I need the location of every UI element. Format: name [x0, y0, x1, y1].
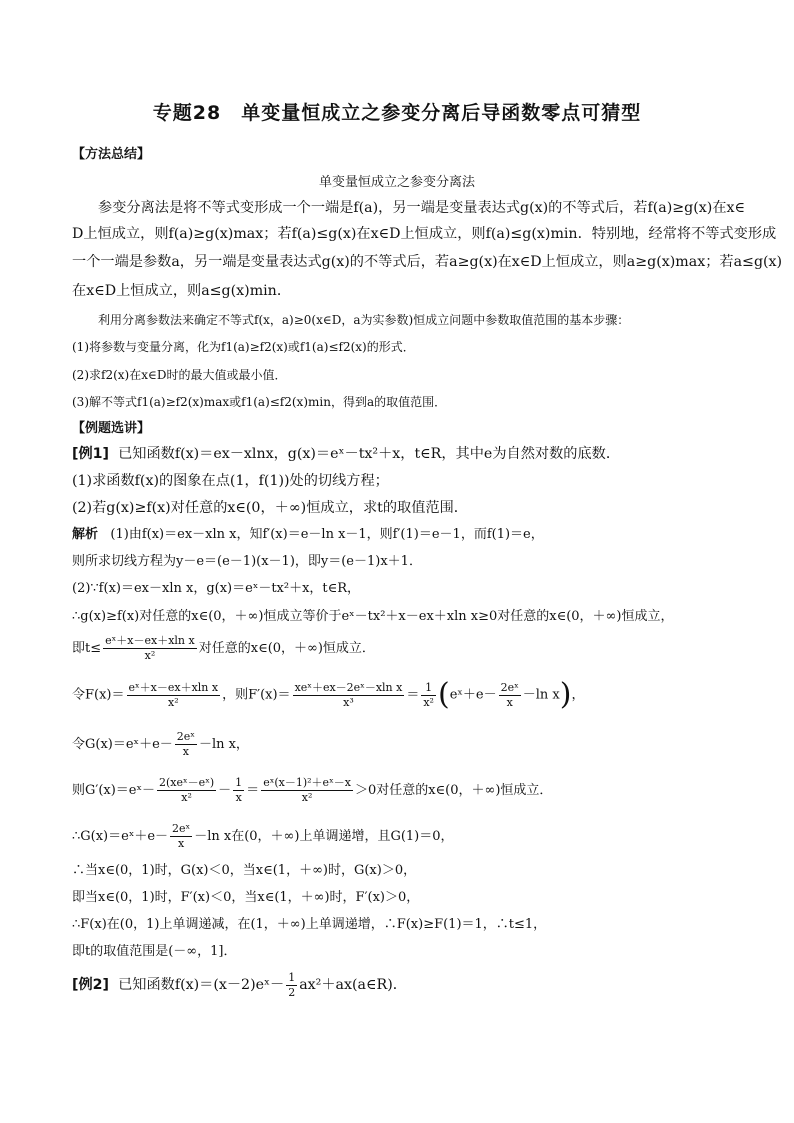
fraction: $\frac{1}{\text{x²}}$	[423, 680, 434, 709]
method-heading: 【方法总结】	[72, 147, 151, 162]
solution-line-12: ∴F(x)在(0，1)上单调递减，在(1，＋∞)上单调递增，∴F(x)≥F(1)＝1，∴t≤1，	[72, 917, 547, 932]
fraction: $\frac{1}{x}$	[235, 776, 243, 804]
solution-line-6: 令F(x)＝ $\frac{\text{eˣ＋x－ex＋xln x}}{\text{x²}}$ ，则F′(x)＝ xeˣ＋ex－2eˣ－xln x x³ ＝ $\frac{1}{\text{x²}}$ (eˣ＋e－ $\frac{\text{2eˣ}}{x}$ －ln x)，	[72, 677, 585, 712]
method-paragraph-line-4: 在x∈D上恒成立，则a≤g(x)min．	[72, 283, 292, 299]
solution-line-8: 则G′(x)＝eˣ－ 2(xeˣ－eˣ) x² － $\frac{1}{x}$ ＝ $\frac{\text{eˣ(x－1)²＋eˣ－x}}{\text{x²}}$ ＞0对任意的x∈(0，＋∞)恒成立．	[72, 776, 553, 804]
solution-line-5: 即t≤ $\frac{\text{eˣ＋x－ex＋xln x}}{\text{x²}}$ 对任意的x∈(0，＋∞)恒成立．	[72, 634, 375, 662]
solution-line-11: 即当x∈(0，1)时，F′(x)＜0，当x∈(1，＋∞)时，F′(x)＞0，	[72, 890, 420, 905]
solution-line-3: (2)∵f(x)＝ex－xln x，g(x)＝eˣ－tx²＋x，t∈R，	[72, 581, 361, 596]
solution-line-10: ∴当x∈(0，1)时，G(x)＜0，当x∈(1，＋∞)时，G(x)＞0，	[72, 863, 417, 878]
example-1-text: 已知函数f(x)＝ex－xlnx，g(x)＝eˣ－tx²＋x，t∈R，其中e为自然对数的底数．	[118, 446, 621, 462]
example-2-statement: [例2] 已知函数f(x)＝(x－2)eˣ－ $\frac{1}{2}$ ax²＋ax(a∈R)．	[72, 970, 407, 999]
fraction: $\frac{1}{2}$	[288, 970, 296, 999]
example-1-question-2: (2)若g(x)≥f(x)对任意的x∈(0，＋∞)恒成立，求t的取值范围．	[72, 500, 468, 516]
method-paragraph-line-3: 一个一端是参数a，另一端是变量表达式g(x)的不等式后，若a≥g(x)在x∈D上恒成立，则a≥g(x)max；若a≤g(x)	[72, 254, 783, 270]
method-subheading: 单变量恒成立之参变分离法	[318, 175, 475, 190]
fraction: xeˣ＋ex－2eˣ－xln x x³	[294, 680, 403, 709]
example-1-label: [例1]	[72, 446, 110, 462]
solution-line-7: 令G(x)＝eˣ＋e－ $\frac{\text{2eˣ}}{x}$ －ln x，	[72, 730, 249, 758]
fraction: $\frac{\text{2eˣ}}{x}$	[172, 822, 191, 850]
page-title: 专题28 单变量恒成立之参变分离后导函数零点可猜型	[152, 102, 642, 124]
steps-intro: 利用分离参数法来确定不等式f(x，a)≥0(x∈D，a为实参数)恒成立问题中参数取值范围的基本步骤：	[98, 313, 630, 327]
example-1-question-1: (1)求函数f(x)的图象在点(1，f(1))处的切线方程；	[72, 473, 389, 489]
solution-line-4: ∴g(x)≥f(x)对任意的x∈(0，＋∞)恒成立等价于eˣ－tx²＋x－ex＋xln x≥0对任意的x∈(0，＋∞)恒成立，	[72, 609, 674, 624]
method-paragraph-line-2: D上恒成立，则f(a)≥g(x)max；若f(a)≤g(x)在x∈D上恒成立，则f(a)≤g(x)min．特别地，经常将不等式变形成	[72, 226, 777, 242]
solution-line-13: 即t的取值范围是(－∞，1]．	[72, 944, 237, 959]
examples-heading: 【例题选讲】	[72, 421, 151, 436]
solution-line-9: ∴G(x)＝eˣ＋e－ $\frac{\text{2eˣ}}{x}$ －ln x在(0，＋∞)上单调递增，且G(1)＝0，	[72, 822, 454, 850]
step-3: (3)解不等式f1(a)≥f2(x)max或f1(a)≤f2(x)min，得到a的取值范围．	[72, 395, 447, 409]
example-1-statement	[72, 445, 734, 463]
fraction: 2(xeˣ－eˣ) x²	[159, 776, 215, 804]
fraction: $\frac{\text{eˣ＋x－ex＋xln x}}{\text{x²}}$	[105, 634, 195, 662]
fraction: $\frac{\text{eˣ(x－1)²＋eˣ－x}}{\text{x²}}$	[263, 776, 351, 804]
solution-line-2: 则所求切线方程为y－e＝(e－1)(x－1)，即y＝(e－1)x＋1．	[72, 554, 422, 569]
step-2: (2)求f2(x)在x∈D时的最大值或最小值．	[72, 368, 287, 382]
method-paragraph-line-1: 参变分离法是将不等式变形成一个一端是f(a)，另一端是变量表达式g(x)的不等式后，若f(a)≥g(x)在x∈	[98, 200, 746, 216]
example-2-label: [例2]	[72, 977, 110, 993]
solution-text-1: (1)由f(x)＝ex－xln x，知f′(x)＝e－ln x－1，则f′(1)＝e－1，而f(1)＝e，	[110, 527, 544, 542]
solution-line-1	[72, 526, 734, 544]
fraction: $\frac{\text{2eˣ}}{x}$	[176, 730, 195, 758]
fraction: $\frac{\text{2eˣ}}{x}$	[500, 680, 519, 709]
step-1: (1)将参数与变量分离，化为f1(a)≥f2(x)或f1(a)≤f2(x)的形式．	[72, 340, 415, 354]
solution-label: 解析	[72, 527, 99, 542]
fraction: $\frac{\text{eˣ＋x－ex＋xln x}}{\text{x²}}$	[128, 680, 219, 709]
